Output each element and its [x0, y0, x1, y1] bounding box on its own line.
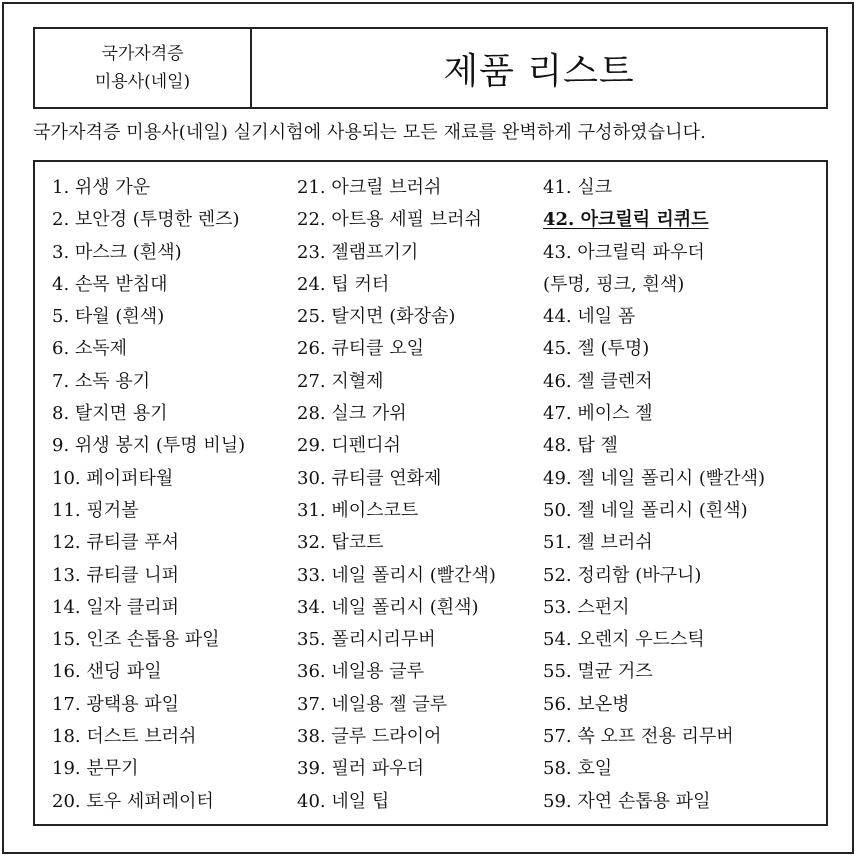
product-list-item: 28. 실크 가위	[297, 403, 407, 425]
product-list-item: 48. 탑 젤	[543, 435, 618, 457]
product-list-item: 13. 큐티클 니퍼	[52, 564, 180, 586]
product-list-item: 37. 네일용 젤 글루	[297, 693, 448, 715]
product-list-item: 44. 네일 폼	[543, 306, 636, 328]
product-list-item: 58. 호일	[543, 758, 613, 780]
product-list-item: 5. 타월 (흰색)	[52, 306, 165, 328]
product-list-item: 57. 쏙 오프 전용 리무버	[543, 726, 734, 748]
product-list-item: 6. 소독제	[52, 338, 128, 360]
product-list-item: 25. 탈지면 (화장솜)	[297, 306, 456, 328]
product-list-item: 54. 오렌지 우드스틱	[543, 629, 705, 651]
product-list-item: 15. 인조 손톱용 파일	[52, 629, 220, 651]
product-column-3	[543, 175, 765, 821]
product-list-item: 7. 소독 용기	[52, 370, 151, 392]
product-list-item: 40. 네일 팁	[297, 790, 390, 812]
certificate-line-2: 미용사(네일)	[94, 72, 191, 92]
product-column-2	[297, 175, 496, 821]
product-list-item: 8. 탈지면 용기	[52, 403, 168, 425]
product-list-item: 38. 글루 드라이어	[297, 726, 442, 748]
page-subtitle: 국가자격증 미용사(네일) 실기시험에 사용되는 모든 재료를 완벽하게 구성하였습니다.	[33, 122, 706, 143]
product-list-box	[33, 160, 828, 826]
product-list-item: 52. 정리함 (바구니)	[543, 564, 702, 586]
product-list-item: 32. 탑코트	[297, 532, 384, 554]
product-list-item: 33. 네일 폴리시 (빨간색)	[297, 564, 496, 586]
product-list-item: 12. 큐티클 푸셔	[52, 532, 180, 554]
product-list-item: 1. 위생 가운	[52, 177, 151, 198]
product-list-item: 14. 일자 클리퍼	[52, 596, 180, 618]
product-list-item: 9. 위생 봉지 (투명 비닐)	[52, 435, 246, 457]
product-list-item: 2. 보안경 (투명한 렌즈)	[52, 209, 240, 231]
product-list-item: 41. 실크	[543, 177, 613, 198]
product-list-item: 29. 디펜디쉬	[297, 435, 401, 457]
product-list-item: 42. 아크릴릭 리퀴드	[543, 209, 709, 231]
product-list-item: 45. 젤 (투명)	[543, 338, 650, 360]
product-list-item: 3. 마스크 (흰색)	[52, 241, 182, 263]
product-list-item: 24. 팁 커터	[297, 273, 390, 295]
product-list-item: 39. 필러 파우더	[297, 758, 425, 780]
product-list-item: (투명, 핑크, 흰색)	[543, 273, 685, 295]
product-list-item: 27. 지혈제	[297, 370, 384, 392]
product-list-item: 26. 큐티클 오일	[297, 338, 425, 360]
product-list-item: 53. 스펀지	[543, 596, 630, 618]
product-list-item: 30. 큐티클 연화제	[297, 467, 442, 489]
product-list-item: 56. 보온병	[543, 693, 630, 715]
product-list-item: 49. 젤 네일 폴리시 (빨간색)	[543, 467, 766, 489]
product-list-item: 51. 젤 브러쉬	[543, 532, 653, 554]
product-list-item: 59. 자연 손톱용 파일	[543, 790, 711, 812]
product-list-item: 55. 멸균 거즈	[543, 661, 653, 683]
product-list-item: 35. 폴리시리무버	[297, 629, 436, 651]
product-list-item: 36. 네일용 글루	[297, 661, 425, 683]
product-list-item: 43. 아크릴릭 파우더	[543, 241, 705, 263]
page-title: 제품 리스트	[443, 50, 635, 92]
product-list-item: 50. 젤 네일 폴리시 (흰색)	[543, 499, 748, 521]
product-list-item: 23. 젤램프기기	[297, 241, 419, 263]
product-list-item: 4. 손목 받침대	[52, 273, 168, 295]
product-list-item: 31. 베이스코트	[297, 499, 419, 521]
product-list-item: 19. 분무기	[52, 758, 139, 780]
product-list-item: 11. 핑거볼	[52, 499, 139, 521]
product-list-item: 18. 더스트 브러쉬	[52, 726, 197, 748]
certificate-label	[35, 29, 252, 107]
product-list-item: 20. 토우 세퍼레이터	[52, 790, 214, 812]
product-list-item: 22. 아트용 세필 브러쉬	[297, 209, 482, 231]
product-list-item: 21. 아크릴 브러쉬	[297, 177, 442, 198]
product-list-item: 47. 베이스 젤	[543, 403, 653, 425]
product-list-item: 34. 네일 폴리시 (흰색)	[297, 596, 479, 618]
product-list-item: 46. 젤 클렌저	[543, 370, 653, 392]
header-table	[33, 27, 828, 109]
product-list-item: 10. 페이퍼타월	[52, 467, 174, 489]
product-list-item: 17. 광택용 파일	[52, 693, 180, 715]
product-list-item: 16. 샌딩 파일	[52, 661, 162, 683]
product-column-1	[52, 175, 245, 821]
certificate-line-1: 국가자격증	[101, 44, 184, 64]
